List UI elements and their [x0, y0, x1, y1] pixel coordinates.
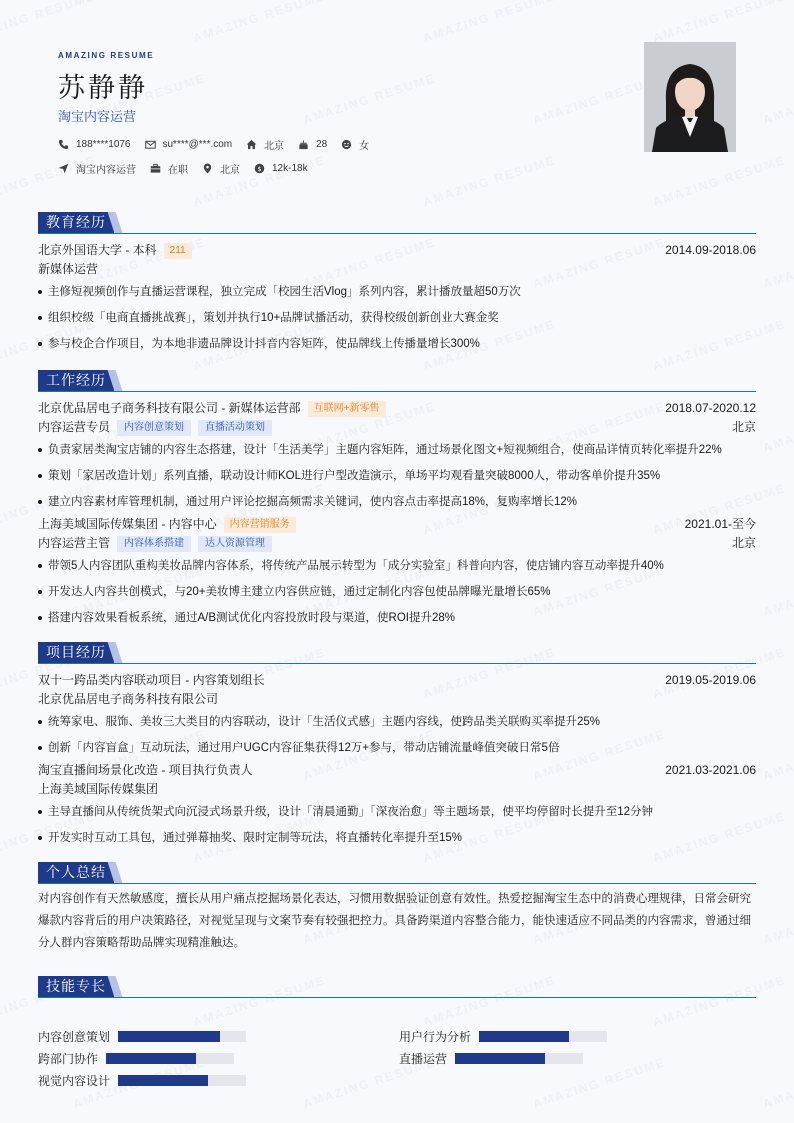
skill-bar [106, 1053, 234, 1064]
list-item: 带领5人内容团队重构美妆品牌内容体系，将传统产品展示转型为「成分实验室」科普向内容，使店铺内容互动率提升40% [38, 553, 756, 579]
skill-bar-fill [455, 1053, 545, 1064]
school-tag: 211 [164, 243, 192, 259]
job-intent-row [58, 161, 322, 176]
phone-icon [58, 139, 69, 150]
summary-text: 对内容创作有天然敏感度，擅长从用户痛点挖掘场景化表达，习惯用数据验证创意有效性。热爱挖掘淘宝生态中的消费心理规律，日常会研究爆款内容背后的用户决策路径，对视觉呈现与文案节奏有较强把控力。具备跨渠道内容整合能力，能快速适应不同品类的内容需求，曾通过细分人群内容策略帮助品牌实现精准触达。 [38, 893, 751, 949]
project-entry [38, 671, 756, 690]
school-name: 北京外国语大学 - 本科 [38, 243, 157, 257]
list-item: 建立内容素材库管理机制，通过用户评论挖掘高频需求关键词，使内容点击率提高18%，复购率增长12% [38, 489, 756, 515]
skill-bar-fill [106, 1053, 196, 1064]
skill-tag: 内容体系搭建 [117, 536, 191, 552]
info-email: su****@***.com [145, 139, 233, 150]
education-entry [38, 241, 756, 260]
company-name: 北京优品居电子商务科技有限公司 - 新媒体运营部 [38, 401, 301, 415]
coin-icon [254, 163, 265, 174]
watermark-text [651, 153, 787, 209]
list-item: 开发实时互动工具包，通过弹幕抽奖、限时定制等玩法，将直播转化率提升至15% [38, 825, 756, 851]
skill-bar [118, 1031, 246, 1042]
watermark-text [301, 71, 437, 127]
skill-bar-fill [118, 1075, 208, 1086]
company-name: 上海美域国际传媒集团 - 内容中心 [38, 517, 217, 531]
cake-icon [298, 139, 309, 150]
job-location: 北京 [731, 420, 756, 434]
section-summary [38, 862, 756, 954]
info-age: 28 [298, 139, 327, 150]
section-title-summary: 个人总结 [38, 862, 114, 883]
job-entry [38, 515, 756, 534]
section-education [38, 212, 756, 357]
list-item: 负责家居类淘宝店铺的内容生态搭建，设计「生活美学」主题内容矩阵，通过场景化图文+短视频组合，使商品详情页转化率提升22% [38, 437, 756, 463]
skill-tag: 直播活动策划 [198, 420, 272, 436]
skill-bar [479, 1031, 607, 1042]
section-skills [38, 976, 756, 1088]
briefcase-icon [150, 163, 161, 174]
watermark-text [761, 891, 794, 947]
info-phone: 188****1076 [58, 139, 131, 150]
job-position-row [38, 534, 756, 553]
skill-name: 用户行为分析 [399, 1029, 472, 1044]
project-date: 2019.05-2019.06 [665, 673, 756, 687]
watermark-text [761, 235, 794, 291]
candidate-name: 苏静静 [58, 73, 148, 103]
section-projects [38, 642, 756, 851]
project-org: 北京优品居电子商务科技有限公司 [38, 692, 219, 706]
industry-tag: 内容营销服务 [224, 517, 296, 533]
project-name: 双十一跨品类内容联动项目 - 内容策划组长 [38, 673, 265, 687]
job-date: 2018.07-2020.12 [665, 401, 756, 415]
skill-item [38, 1028, 246, 1044]
location-icon [202, 163, 213, 174]
list-item: 主导直播间从传统货架式向沉浸式场景升级，设计「清晨通勤」「深夜治愈」等主题场景，使平均停留时长提升至12分钟 [38, 799, 756, 825]
job-position-row [38, 418, 756, 437]
job-date: 2021.01-至今 [684, 517, 756, 531]
major: 新媒体运营 [38, 262, 99, 276]
watermark-text [191, 0, 327, 45]
send-icon [58, 163, 69, 174]
list-item: 组织校级「电商直播挑战赛」，策划并执行10+品牌试播活动，获得校级创新创业大赛金奖 [38, 305, 756, 331]
watermark-text [0, 0, 97, 45]
skill-item [38, 1072, 246, 1088]
watermark-text [421, 153, 557, 209]
profile-photo [644, 42, 736, 152]
watermark-text [651, 0, 787, 45]
skill-item [38, 1050, 234, 1066]
skill-item [399, 1028, 607, 1044]
skill-name: 直播运营 [399, 1051, 448, 1066]
info-city: 北京 [246, 137, 284, 152]
skill-bar [455, 1053, 583, 1064]
watermark-text [761, 399, 794, 455]
skill-item [399, 1050, 583, 1066]
gender-icon [341, 139, 352, 150]
job-location: 北京 [731, 536, 756, 550]
skill-bar-fill [479, 1031, 569, 1042]
skill-name: 视觉内容设计 [38, 1073, 111, 1088]
industry-tag: 互联网+新零售 [308, 401, 386, 417]
info-location: 北京 [202, 161, 240, 176]
list-item: 主修短视频创作与直播运营课程，独立完成「校园生活Vlog」系列内容，累计播放量超50万次 [38, 279, 756, 305]
info-gender: 女 [341, 137, 369, 152]
education-date: 2014.09-2018.06 [665, 243, 756, 257]
skill-tag: 内容创意策划 [117, 420, 191, 436]
section-title-education: 教育经历 [38, 212, 114, 233]
info-status: 在职 [150, 161, 188, 176]
project-date: 2021.03-2021.06 [665, 763, 756, 777]
candidate-role: 淘宝内容运营 [58, 109, 137, 124]
home-icon [246, 139, 257, 150]
section-work [38, 370, 756, 631]
brand-label: AMAZING RESUME [58, 51, 155, 60]
list-item: 创新「内容盲盒」互动玩法，通过用户UGC内容征集获得12万+参与，带动店铺流量峰值突破日常5倍 [38, 735, 756, 761]
list-item: 参与校企合作项目，为本地非遗品牌设计抖音内容矩阵，使品牌线上传播量增长300% [38, 331, 756, 357]
skill-bar [118, 1075, 246, 1086]
project-entry [38, 761, 756, 780]
skill-bar-fill [118, 1031, 220, 1042]
watermark-text [761, 71, 794, 127]
list-item: 搭建内容效果看板系统，通过A/B测试优化内容投放时段与渠道，使ROI提升28% [38, 605, 756, 631]
contact-row [58, 137, 383, 152]
skill-name: 内容创意策划 [38, 1029, 111, 1044]
section-title-work: 工作经历 [38, 370, 114, 391]
section-title-skills: 技能专长 [38, 976, 114, 997]
watermark-text [761, 1055, 794, 1111]
watermark-text [761, 727, 794, 783]
info-intent: 淘宝内容运营 [58, 161, 136, 176]
list-item: 统筹家电、服饰、美妆三大类目的内容联动，设计「生活仪式感」主题内容线，使跨品类关联购买率提升25% [38, 709, 756, 735]
watermark-text [761, 563, 794, 619]
skills-list [38, 998, 756, 1088]
info-salary: $ 12k-18k [254, 163, 308, 174]
skill-name: 跨部门协作 [38, 1051, 99, 1066]
skill-tag: 达人资源管理 [198, 536, 272, 552]
project-org: 上海美域国际传媒集团 [38, 782, 159, 796]
list-item: 策划「家居改造计划」系列直播，联动设计师KOL进行户型改造演示，单场平均观看量突破8000人，带动客单价提升35% [38, 463, 756, 489]
list-item: 开发达人内容共创模式，与20+美妆博主建立内容供应链，通过定制化内容包使品牌曝光量增长65% [38, 579, 756, 605]
job-position: 内容运营专员 [38, 420, 111, 434]
mail-icon [145, 139, 156, 150]
svg-text:$: $ [257, 164, 262, 173]
job-entry [38, 399, 756, 418]
section-title-projects: 项目经历 [38, 642, 114, 663]
job-position: 内容运营主管 [38, 536, 111, 550]
watermark-text [421, 0, 557, 45]
project-name: 淘宝直播间场景化改造 - 项目执行负责人 [38, 763, 253, 777]
